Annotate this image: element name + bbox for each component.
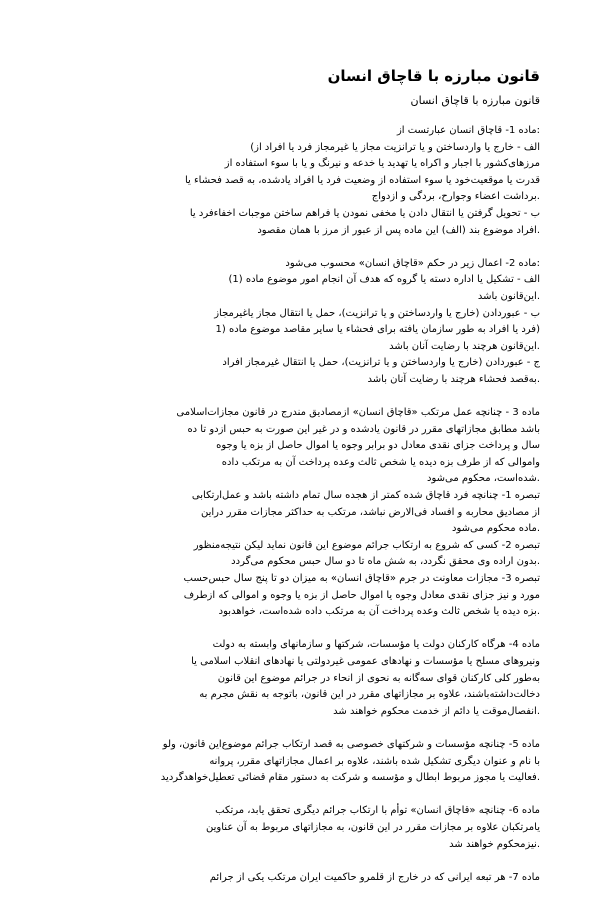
document-body: [95, 123, 540, 903]
document-subtitle: قانون مبارزه با قاچاق انسان: [410, 94, 540, 107]
text-line: ماده 5- چنانچه مؤسسات و شرکتهای خصوصی به قصد ارتکاب جرائم موضوع‌این قانون، ولو: [162, 738, 540, 750]
text-line: .نیزمحکوم خواهند شد: [449, 838, 540, 850]
text-line: به‌طور کلی کارکنان قوای سه‌گانه به نحوی از انحاء در جرائم موضوع این قانون: [217, 672, 540, 684]
text-line: ماده 3 - چنانچه عمل مرتکب «قاچاق انسان» ازمصادیق مندرج در قانون مجازات‌اسلامی: [176, 407, 540, 419]
text-line: تبصره 1- چنانچه فرد قاچاق شده کمتر از هجده سال تمام داشته باشد و عمل‌ارتکابی: [191, 490, 540, 502]
text-line: :ماده 2- اعمال زیر در حکم «قاچاق انسان» محسوب می‌شود: [285, 257, 540, 269]
text-line: .این‌قانون باشد: [477, 290, 540, 302]
text-line: .بزه دیده یا شخص ثالث وعده پرداخت آن به مرتکب داده شده‌است، خواهدبود: [218, 606, 540, 618]
text-line: .بدون اراده وی محقق نگردد، به شش ماه تا دو سال حبس محکوم می‌گردد: [231, 556, 540, 568]
text-line: ماده 4- هرگاه کارکنان دولت یا مؤسسات، شرکتها و سازمانهای وابسته به دولت: [212, 639, 540, 651]
text-line: دخالت‌داشته‌باشند، علاوه بر مجازاتهای مقرر در این قانون، باتوجه به نقش مجرم به: [199, 689, 540, 701]
text-line: مورد و نیز جزای نقدی معادل وجوه یا اموال حاصل از بزه یا وجوه و اموالی که ازطرف: [183, 589, 540, 601]
text-line: :ماده 1- قاچاق انسان عبارتست از: [396, 125, 540, 136]
text-line: الف - خارج یا واردساختن و یا ترانزیت مجاز یا غیرمجاز فرد یا افراد از): [250, 141, 540, 153]
text-line: واموالی که از طرف بزه دیده یا شخص ثالث وعده پرداخت آن به مرتکب داده: [221, 456, 540, 468]
text-line: قدرت یا موقعیت‌خود یا سوء استفاده از وضعیت فرد یا افراد یادشده، به قصد فحشاء یا: [184, 174, 540, 186]
document-title: قانون مبارزه با قاچاق انسان: [327, 67, 540, 85]
text-line: الف - تشکیل یا اداره دسته یا گروه که هدف آن انجام امور موضوع ماده (1): [228, 274, 540, 286]
text-line: .شده‌است، محکوم می‌شود: [427, 473, 540, 485]
text-line: .این‌قانون هرچند با رضایت آنان باشد: [389, 340, 540, 352]
text-line: سال و پرداخت جزای نقدی معادل دو برابر وجوه یا اموال حاصل از بزه یا وجوه: [216, 440, 540, 452]
text-line: .فعالیت یا مجوز مربوط ابطال و مؤسسه و شرکت به دستور مقام قضائی تعطیل‌خواهدگردید: [160, 772, 540, 784]
text-line: .افراد موضوع بند (الف) این ماده پس از عبور از مرز با همان مقصود: [257, 224, 540, 236]
text-line: .برداشت اعضاء وجوارح، بردگی و ازدواج: [371, 191, 540, 203]
text-line: ج - عبوردادن (خارج یا وارد‌ساختن و یا ترانزیت)، حمل یا انتقال غیرمجاز افراد: [222, 357, 540, 369]
text-line: .انفصال‌موقت یا دائم از خدمت محکوم خواهند شد: [333, 705, 540, 717]
text-line: تبصره 2- کسی که شروع به ارتکاب جرائم موضوع این قانون نماید لیکن نتیجه‌منظور: [193, 539, 540, 551]
text-line: تبصره 3- مجازات معاونت در جرم «قاچاق انسان» به میزان دو تا پنج سال حبس‌حسب: [183, 573, 540, 585]
article-paragraph: [95, 256, 540, 389]
article-paragraph: [95, 737, 540, 787]
text-line: ب - عبوردادن (خارج یا وارد‌ساختن و یا ترانزیت)، حمل یا انتقال مجاز یاغیرمجاز: [214, 307, 540, 319]
text-line: ب - تحویل گرفتن یا انتقال دادن یا مخفی نمودن یا فراهم ساختن موجبات اخفاءفرد یا: [189, 207, 540, 219]
text-line: .ماده محکوم می‌شود: [451, 523, 540, 535]
text-line: .به‌قصد فحشاء هرچند با رضایت آنان باشد: [367, 373, 540, 385]
text-line: یامرتکبان علاوه بر مجازات مقرر در این قانون، به مجازاتهای مربوط به آن عناوین: [206, 821, 540, 833]
text-line: ماده 6- چنانچه «قاچاق انسان» توأم با ارتکاب جرائم دیگری تحقق یابد، مرتکب: [215, 805, 540, 817]
article-paragraph: [95, 637, 540, 720]
article-paragraph: [95, 803, 540, 853]
text-line: ماده 7- هر تبعه ایرانی که در خارج از قلمرو حاکمیت ایران مرتکب یکی از جرائم: [209, 871, 540, 883]
text-line: باشد مطابق مجازاتهای مقرر در قانون یادشده و در غیر این صورت به حبس ازدو تا ده: [187, 423, 540, 435]
text-line: مرزهای‌کشور با اجبار و اکراه یا تهدید یا خدعه و نیرنگ و یا با سوء استفاده از: [224, 158, 540, 170]
article-paragraph: [95, 405, 540, 621]
article-paragraph: [95, 870, 540, 887]
article-paragraph: [95, 123, 540, 239]
text-line: با نام و عنوان دیگری تشکیل شده باشند، علاوه بر اعمال مجازاتهای مقرر، پروانه: [209, 755, 540, 767]
text-line: از مصادیق محاربه و افساد فی‌الارض نباشد، مرتکب به حداکثر مجازات مقرر دراین: [200, 506, 540, 518]
text-line: (فرد یا افراد به طور سازمان یافته برای فحشاء یا سایر مقاصد موضوع ماده (1: [215, 324, 540, 336]
text-line: ونیروهای مسلح یا مؤسسات و نهادهای عمومی غیردولتی یا نهادهای انقلاب اسلامی یا: [191, 656, 540, 667]
